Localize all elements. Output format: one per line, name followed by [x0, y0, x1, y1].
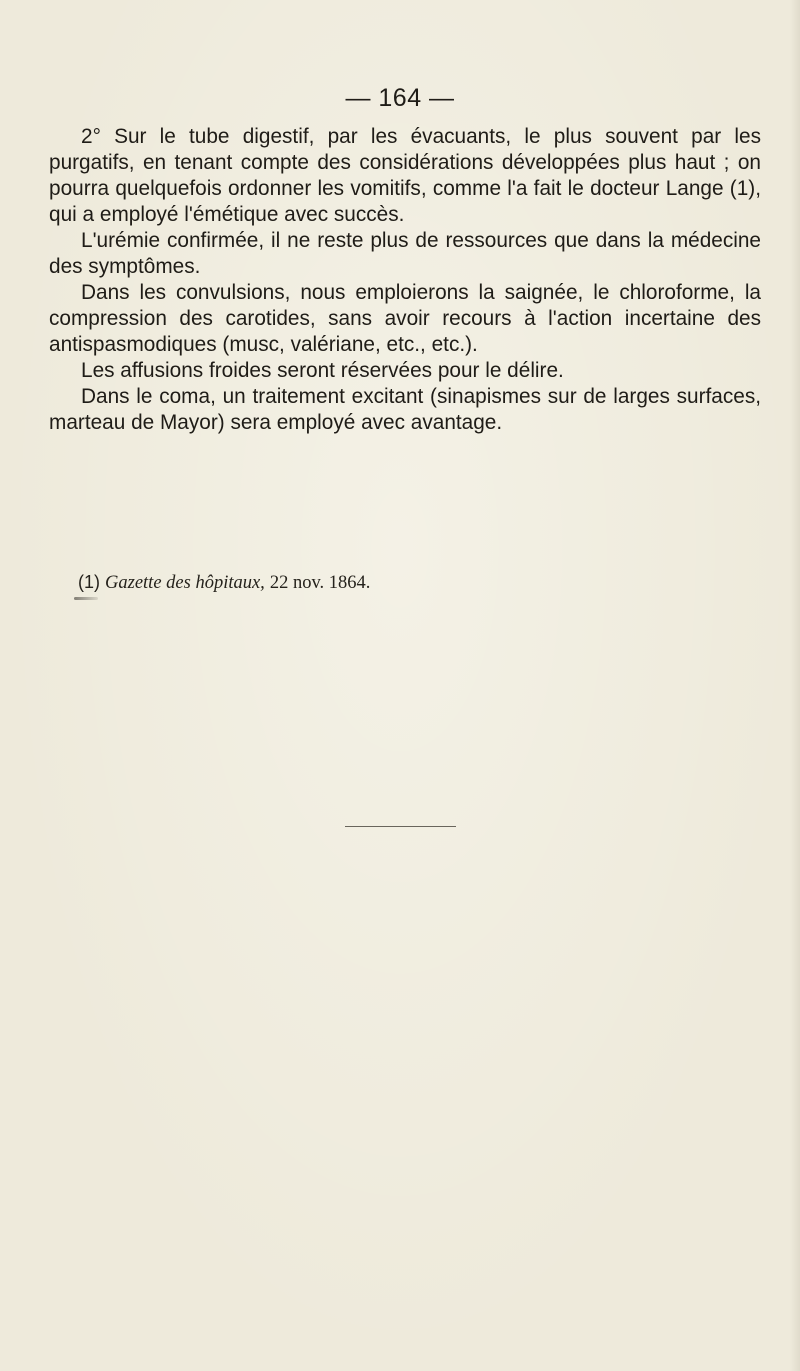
body-text	[49, 124, 761, 436]
footnote-date: 22 nov. 1864.	[269, 573, 371, 593]
page-edge-shadow	[790, 0, 800, 1371]
paragraph-convulsions: Dans les convulsions, nous emploierons la saignée, le chloroforme, la compression des carotides, sans avoir recours à l'action incertaine des antispasmodiques (musc, valériane, etc., etc.).	[49, 281, 761, 356]
footnote-marker: (1)	[78, 572, 100, 592]
paragraph-delirium: Les affusions froides seront réservées pour le délire.	[81, 359, 564, 382]
paragraph-coma: Dans le coma, un traitement excitant (sinapismes sur de larges surfaces, marteau de Mayor) sera employé avec avantage.	[49, 385, 761, 434]
paragraph-uremia: L'urémie confirmée, il ne reste plus de ressources que dans la médecine des symptômes.	[49, 229, 761, 278]
ink-smudge	[74, 597, 98, 600]
paragraph-digestive-tract: 2° Sur le tube digestif, par les évacuants, le plus souvent par les purgatifs, en tenant compte des considérations développées plus haut ; on pourra quelquefois ordonner les vomitifs, comme l'a fait le docteur Lange (1), qui a employé l'émétique avec succès.	[49, 125, 761, 226]
page-number: — 164 —	[345, 84, 455, 112]
horizontal-rule	[345, 826, 456, 827]
footnote-source: Gazette des hôpitaux,	[105, 573, 265, 593]
footnote	[78, 571, 370, 594]
